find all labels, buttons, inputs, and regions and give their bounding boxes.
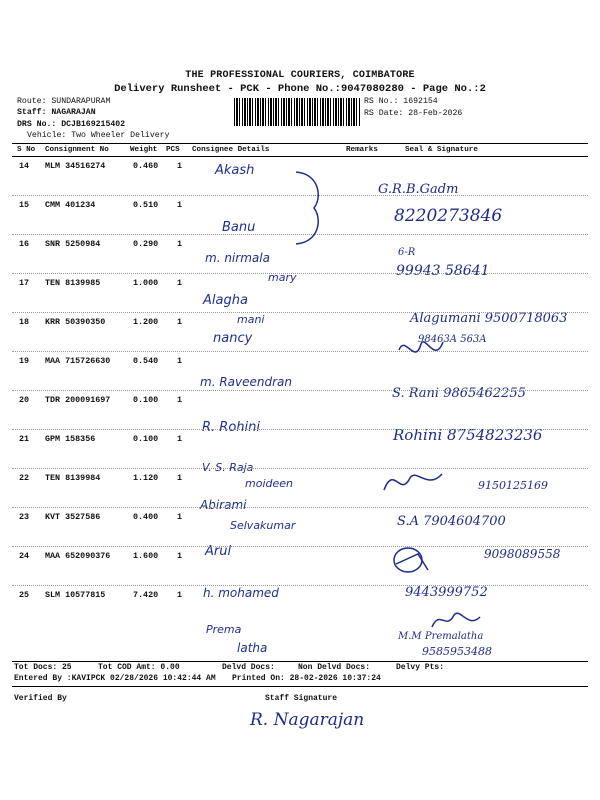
footer-bottom-rule [12, 686, 588, 687]
seal-handwriting: 9150125169 [478, 479, 548, 492]
staff-signature-label: Staff Signature [265, 694, 338, 703]
row-pcs: 1 [177, 200, 183, 210]
consignee-handwriting-line2: latha [237, 641, 268, 655]
delivery-points: Delvy Pts: [396, 663, 445, 672]
seal-handwriting-line2: 99943 58641 [396, 263, 490, 279]
col-remarks: Remarks [346, 146, 378, 154]
consignee-handwriting: R. Rohini [202, 420, 260, 435]
row-sno: 23 [19, 512, 30, 522]
row-pcs: 1 [177, 473, 183, 483]
row-consignment: TEN 8139984 [45, 473, 101, 483]
row-weight: 0.510 [133, 200, 159, 210]
row-divider [12, 312, 588, 313]
col-consignee: Consignee Details [192, 146, 270, 154]
row-consignment: MAA 652090376 [45, 551, 111, 561]
row-divider [12, 273, 588, 274]
company-title: THE PROFESSIONAL COURIERS, COIMBATORE [185, 70, 415, 81]
seal-handwriting: 8220273846 [394, 206, 503, 226]
brace-mark [292, 168, 332, 248]
row-weight: 0.290 [133, 239, 159, 249]
row-consignment: KRR 50390350 [45, 317, 106, 327]
row-weight: 1.200 [133, 317, 159, 327]
row-sno: 17 [19, 278, 30, 288]
consignee-handwriting: Arul [205, 544, 232, 559]
barcode [234, 98, 360, 126]
row-divider [12, 468, 588, 469]
row-weight: 0.400 [133, 512, 159, 522]
seal-handwriting-line2: 9585953488 [422, 645, 492, 658]
row-consignment: SLM 10577815 [45, 590, 106, 600]
seal-handwriting: G.R.B.Gadm [378, 182, 459, 197]
col-pcs: PCS [166, 146, 180, 154]
row-sno: 20 [19, 395, 30, 405]
rs-number: RS No.: 1692154 [364, 97, 438, 106]
consignee-handwriting: V. S. Raja [202, 461, 254, 474]
row-consignment: GPM 158356 [45, 434, 96, 444]
consignee-handwriting: m. Raveendran [200, 375, 292, 389]
consignee-handwriting: nancy [213, 331, 253, 346]
consignee-handwriting: m. nirmala [205, 251, 270, 265]
row-weight: 7.420 [133, 590, 159, 600]
row-divider [12, 429, 588, 430]
col-weight: Weight [130, 146, 158, 154]
table-row [0, 311, 600, 350]
row-sno: 15 [19, 200, 30, 210]
row-sno: 25 [19, 590, 30, 600]
row-pcs: 1 [177, 317, 183, 327]
seal-handwriting: 9098089558 [484, 547, 561, 561]
total-docs: Tot Docs: 25 [14, 663, 72, 672]
row-divider [12, 507, 588, 508]
consignee-handwriting-line2: Selvakumar [230, 519, 296, 532]
row-weight: 0.540 [133, 356, 159, 366]
table-row [0, 587, 600, 658]
consignee-handwriting-line2: mary [268, 271, 297, 284]
row-sno: 14 [19, 161, 30, 171]
seal-handwriting: S. Rani 9865462255 [392, 386, 526, 401]
row-weight: 1.000 [133, 278, 159, 288]
row-pcs: 1 [177, 512, 183, 522]
row-weight: 0.100 [133, 434, 159, 444]
row-weight: 0.460 [133, 161, 159, 171]
row-pcs: 1 [177, 590, 183, 600]
signature-scribble [380, 460, 450, 500]
seal-handwriting: S.A 7904604700 [397, 514, 506, 529]
staff-label: Staff: NAGARAJAN [17, 108, 96, 117]
table-top-rule [12, 143, 588, 144]
signature-scribble [395, 330, 455, 370]
seal-handwriting: 6-R [398, 247, 416, 258]
row-weight: 1.600 [133, 551, 159, 561]
rs-date: RS Date: 28-Feb-2026 [364, 109, 463, 118]
row-divider [12, 351, 588, 352]
row-sno: 18 [19, 317, 30, 327]
row-pcs: 1 [177, 278, 183, 288]
drs-number: DRS No.: DCJB169215402 [17, 120, 126, 129]
consignee-handwriting: h. mohamed [203, 586, 279, 600]
col-sno: S No [17, 146, 36, 154]
row-consignment: TDR 200091697 [45, 395, 111, 405]
signature-scribble [428, 605, 488, 635]
row-consignment: TEN 8139985 [45, 278, 101, 288]
row-pcs: 1 [177, 395, 183, 405]
header-bottom-rule [12, 156, 588, 157]
row-sno: 24 [19, 551, 30, 561]
row-sno: 21 [19, 434, 30, 444]
runsheet-subtitle: Delivery Runsheet - PCK - Phone No.:9047080280 - Page No.:2 [114, 83, 486, 95]
row-weight: 0.100 [133, 395, 159, 405]
consignee-handwriting: Akash [215, 163, 255, 178]
row-pcs: 1 [177, 434, 183, 444]
col-seal-signature: Seal & Signature [405, 146, 478, 154]
row-divider [12, 585, 588, 586]
footer-top-rule [12, 661, 588, 662]
non-delivered-docs: Non Delvd Docs: [298, 663, 371, 672]
seal-handwriting-line2: 98463A 563A [418, 334, 487, 345]
seal-handwriting: Rohini 8754823236 [393, 426, 543, 444]
row-consignment: KVT 3527586 [45, 512, 101, 522]
consignee-handwriting-line2: mani [237, 313, 265, 326]
delivered-docs: Delvd Docs: [222, 663, 275, 672]
staff-signature-handwriting: R. Nagarajan [250, 710, 365, 730]
consignee-handwriting: Abirami [200, 498, 247, 512]
row-pcs: 1 [177, 239, 183, 249]
entered-by: Entered By :KAVIPCK 02/28/2026 10:42:44 AM [14, 674, 216, 683]
seal-handwriting: M.M Premalatha [398, 631, 484, 642]
row-consignment: MAA 715726630 [45, 356, 111, 366]
consignee-handwriting: Alagha [203, 293, 248, 308]
row-pcs: 1 [177, 161, 183, 171]
row-divider [12, 390, 588, 391]
row-divider [12, 546, 588, 547]
row-consignment: MLM 34516274 [45, 161, 106, 171]
consignee-handwriting: Banu [222, 220, 256, 235]
seal-handwriting: Alagumani 9500718063 [410, 311, 568, 326]
verified-by-label: Verified By [14, 694, 67, 703]
row-sno: 22 [19, 473, 30, 483]
row-sno: 16 [19, 239, 30, 249]
row-pcs: 1 [177, 356, 183, 366]
route-label: Route: SUNDARAPURAM [17, 97, 111, 106]
row-consignment: SNR 5250984 [45, 239, 101, 249]
printed-on: Printed On: 28-02-2026 10:37:24 [232, 674, 381, 683]
col-consignment: Consignment No [45, 146, 109, 154]
signature-scribble [388, 540, 438, 580]
vehicle-label: Vehicle: Two Wheeler Delivery [27, 131, 170, 140]
row-weight: 1.120 [133, 473, 159, 483]
total-cod: Tot COD Amt: 0.00 [98, 663, 180, 672]
consignee-handwriting: Prema [206, 623, 242, 636]
row-consignment: CMM 401234 [45, 200, 96, 210]
row-sno: 19 [19, 356, 30, 366]
row-pcs: 1 [177, 551, 183, 561]
seal-handwriting: 9443999752 [405, 585, 488, 600]
consignee-handwriting-line2: moideen [245, 477, 293, 490]
